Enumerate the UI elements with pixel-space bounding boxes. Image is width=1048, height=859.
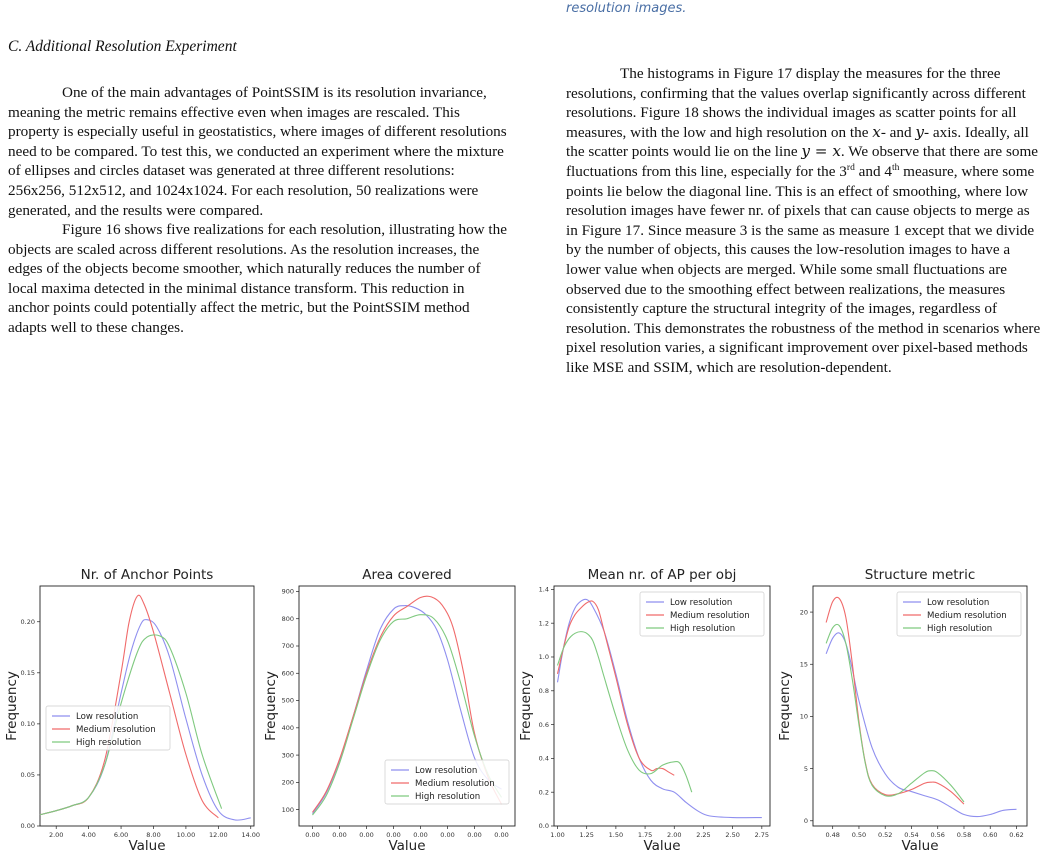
y-tick-label: 1.4 [538,585,549,594]
math-y: y [915,122,924,141]
legend-label-medium: Medium resolution [670,611,750,621]
paragraph-figure-16 [8,220,508,338]
y-tick-label: 700 [281,642,294,651]
legend [385,760,509,804]
x-tick-label: 6.00 [113,831,129,839]
paragraph-text: The histograms in Figure 17 display the measures for the three resolutions, confirming that the values overlap significantly across different resolutions. Figure 18 shows the individual images as scatter points for all measures, with the low and high resolution on the [566,65,1026,141]
y-tick-label: 400 [281,724,294,733]
x-tick-label: 0.00 [413,831,428,839]
x-tick-label: 8.00 [146,831,161,839]
y-tick-label: 0.00 [20,822,35,831]
x-tick-label: 0.50 [851,831,867,839]
x-tick-label: 0.56 [930,831,945,839]
superscript: rd [846,162,855,173]
y-tick-label: 0.0 [538,822,549,831]
legend-label-low: Low resolution [415,766,478,776]
y-tick-label: 1.2 [538,619,549,628]
section-heading: C. Additional Resolution Experiment [8,38,237,55]
y-tick-label: 5 [803,764,808,773]
x-tick-label: 0.00 [305,831,320,839]
math-x: x [872,122,881,141]
y-tick-label: 0.6 [538,720,549,729]
y-tick-label: 100 [281,805,294,814]
x-tick-label: 1.50 [608,831,624,839]
x-tick-label: 0.00 [494,831,509,839]
y-tick-label: 0.15 [20,669,35,678]
paragraph-text: - axis. Ideally, all the scatter points would lie on the line [566,123,1029,161]
figure-17-charts [0,560,1048,854]
x-tick-label: 12.00 [209,831,228,839]
y-tick-label: 0 [803,816,808,825]
x-tick-label: 0.54 [904,831,919,839]
x-tick-label: 2.75 [754,831,770,839]
paragraph-text: Figure 16 shows five realizations for each resolution, illustrating how the objects are scaled across different resolutions. As the resolution increases, the edges of the objects become smoother, which naturally reduces the number of local maxima detected in the minimal distance transform. This reduction in anchor points could potentially affect the metric, but the PointSSIM method adapts well to these changes. [8,221,507,336]
figure-caption-fragment: resolution images. [566,1,687,16]
paragraph-text: One of the main advantages of PointSSIM is its resolution invariance, meaning the metric remains effective even when images are rescaled. This property is especially useful in geostatistics, where images of different resolutions need to be compared. To test this, we conducted an experiment where the mixture of ellipses and circles dataset was generated at three different resolutions: 256x256, 512x512, and 1024x1024. For each resolution, 50 realizations were generated, and the results were compared. [8,84,507,219]
legend-label-high: High resolution [927,624,993,634]
paragraph-text: measure, where some points lie below the diagonal line. This is an effect of smoothing, where low resolution images have fewer nr. of pixels that can cause objects to merge as in Figure 17. Since measure 3 is the same as measure 1 except that we divide by the number of objects, this causes the low-resolution images to have a lower value when objects are merged. While some small fluctuations are observed due to the smoothing effect between realizations, the measures consistently capture the structural integrity of the images, regardless of resolution. This demonstrates the robustness of the method in scenarios where pixel resolution varies, a significant improvement over pixel-based methods like MSE and SSIM, which are resolution-dependent. [566,162,1041,376]
legend [640,592,764,636]
chart-1 [4,567,260,854]
x-tick-label: 2.25 [696,831,711,839]
y-tick-label: 0.8 [538,686,549,695]
y-tick-label: 1.0 [538,653,549,662]
chart-title: Structure metric [864,567,976,583]
x-tick-label: 0.00 [467,831,482,839]
x-tick-label: 14.00 [241,831,261,839]
x-axis-label: Value [128,838,166,854]
y-tick-label: 0.10 [20,720,35,729]
legend-label-low: Low resolution [76,712,139,722]
legend-label-medium: Medium resolution [76,725,156,735]
x-tick-label: 1.75 [637,831,653,839]
charts-canvas [0,560,1048,854]
x-tick-label: 1.00 [550,831,565,839]
chart-title: Mean nr. of AP per obj [587,567,737,583]
y-axis-label: Frequency [777,671,793,741]
chart-title: Area covered [362,567,452,583]
legend [897,592,1021,636]
y-tick-label: 20 [799,608,808,617]
x-tick-label: 1.25 [579,831,594,839]
legend-label-high: High resolution [670,624,736,634]
y-tick-label: 0.05 [20,771,35,780]
chart-4 [777,567,1027,854]
chart-3 [518,567,770,854]
x-tick-label: 0.58 [956,831,972,839]
y-tick-label: 0.4 [538,754,549,763]
y-tick-label: 600 [281,669,294,678]
x-tick-label: 0.00 [332,831,347,839]
y-tick-label: 0.2 [538,788,549,797]
x-tick-label: 10.00 [176,831,196,839]
legend-label-high: High resolution [76,738,142,748]
x-tick-label: 4.00 [81,831,96,839]
paragraph-histograms [566,64,1044,378]
x-tick-label: 2.50 [725,831,740,839]
y-axis-label: Frequency [518,671,534,741]
y-tick-label: 10 [799,712,808,721]
x-axis-label: Value [388,838,426,854]
superscript: th [891,162,900,173]
y-axis-label: Frequency [4,671,20,741]
y-tick-label: 500 [281,696,294,705]
x-tick-label: 0.00 [359,831,374,839]
y-tick-label: 900 [281,587,294,596]
legend [46,706,170,750]
math-equation: y = x [801,142,841,161]
series-line-high [826,624,964,802]
y-tick-label: 200 [281,778,294,787]
x-tick-label: 0.52 [877,831,893,839]
x-tick-label: 0.48 [825,831,840,839]
x-tick-label: 0.62 [1009,831,1024,839]
x-tick-label: 0.00 [386,831,401,839]
paragraph-resolution-invariance [8,83,508,220]
x-tick-label: 0.00 [440,831,455,839]
y-tick-label: 0.20 [20,617,35,626]
chart-2 [263,567,515,854]
series-line-low [826,633,1016,817]
paragraph-text: and 4 [854,162,892,180]
legend-label-low: Low resolution [927,598,990,608]
legend-label-medium: Medium resolution [927,611,1007,621]
y-tick-label: 15 [799,660,808,669]
legend-label-low: Low resolution [670,598,733,608]
x-tick-label: 0.60 [982,831,998,839]
x-tick-label: 2.00 [48,831,64,839]
x-axis-label: Value [901,838,939,854]
x-tick-label: 2.00 [667,831,682,839]
y-axis-label: Frequency [263,671,279,741]
y-tick-label: 800 [281,614,294,623]
legend-label-medium: Medium resolution [415,779,495,789]
chart-title: Nr. of Anchor Points [80,567,214,583]
legend-label-high: High resolution [415,792,481,802]
y-tick-label: 300 [281,751,294,760]
x-axis-label: Value [643,838,681,854]
paragraph-text: . We observe that there are some fluctuations from this line, especially for the 3 [566,143,1039,180]
paragraph-text: - and [880,123,916,141]
